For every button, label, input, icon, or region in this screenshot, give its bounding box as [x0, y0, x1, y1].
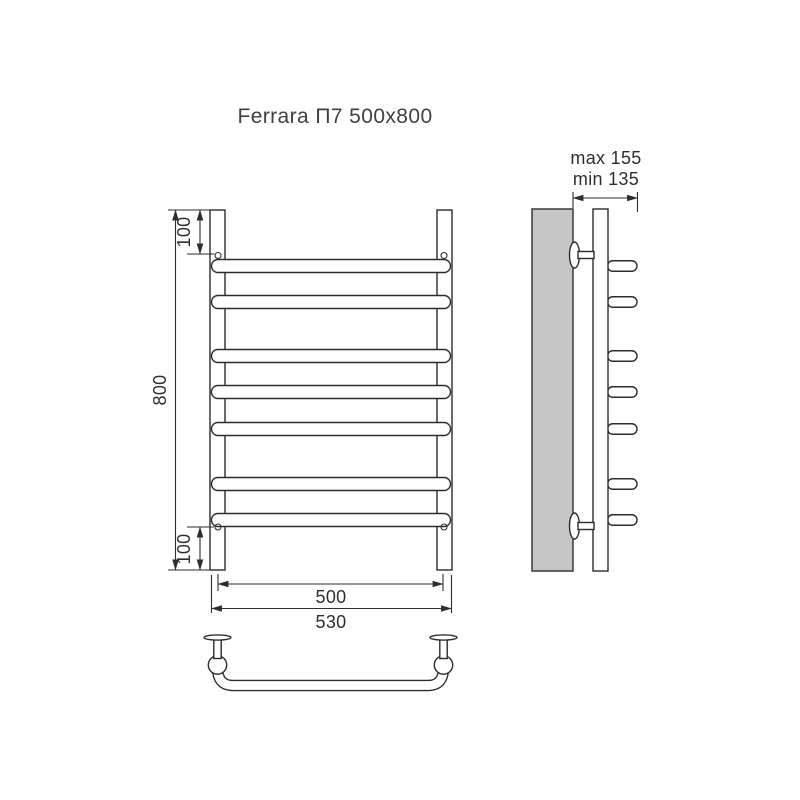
side-stub-4 [608, 387, 638, 398]
dimension-bottom-offset-100 [174, 527, 214, 570]
bottom-stem-left [214, 639, 221, 659]
dim-label-depth-max: max 155 [570, 148, 642, 168]
side-bracket-top [570, 242, 595, 268]
bracket-stem-bottom [578, 523, 594, 530]
page-title: Ferrara П7 500x800 [237, 105, 433, 128]
dim-label-height: 800 [150, 374, 170, 406]
front-bars [212, 260, 451, 527]
bottom-view [204, 635, 457, 686]
dimension-depth [570, 148, 641, 212]
dimension-inner-width-500 [218, 574, 443, 607]
side-stub-7 [608, 515, 638, 526]
dim-label-bottom-offset: 100 [174, 533, 194, 565]
side-stub-1 [608, 261, 638, 272]
bar-5 [212, 423, 451, 436]
side-stub-5 [608, 424, 638, 435]
bar-1 [212, 260, 451, 273]
side-stub-2 [608, 297, 638, 308]
bottom-flange-right [430, 635, 457, 640]
side-bar-stubs [608, 261, 638, 526]
side-post [593, 209, 608, 571]
wall [532, 209, 573, 571]
dimension-height-800 [150, 210, 210, 570]
dim-label-outer-width: 530 [315, 612, 347, 632]
dim-label-depth-min: min 135 [572, 169, 640, 189]
bottom-flange-left [204, 635, 231, 640]
dim-label-top-offset: 100 [174, 216, 194, 248]
front-view [150, 210, 452, 632]
bracket-stem-top [578, 252, 594, 259]
dimension-top-offset-100 [174, 210, 214, 254]
bar-7 [212, 514, 451, 527]
side-bracket-bottom [570, 513, 595, 539]
bar-3 [212, 350, 451, 363]
side-stub-3 [608, 351, 638, 362]
side-stub-6 [608, 479, 638, 490]
side-view [532, 148, 642, 571]
bottom-stem-right [440, 639, 447, 659]
bottom-tube-fill [218, 668, 444, 686]
bar-2 [212, 296, 451, 309]
bar-6 [212, 478, 451, 491]
dim-label-inner-width: 500 [315, 587, 347, 607]
bar-4 [212, 386, 451, 399]
